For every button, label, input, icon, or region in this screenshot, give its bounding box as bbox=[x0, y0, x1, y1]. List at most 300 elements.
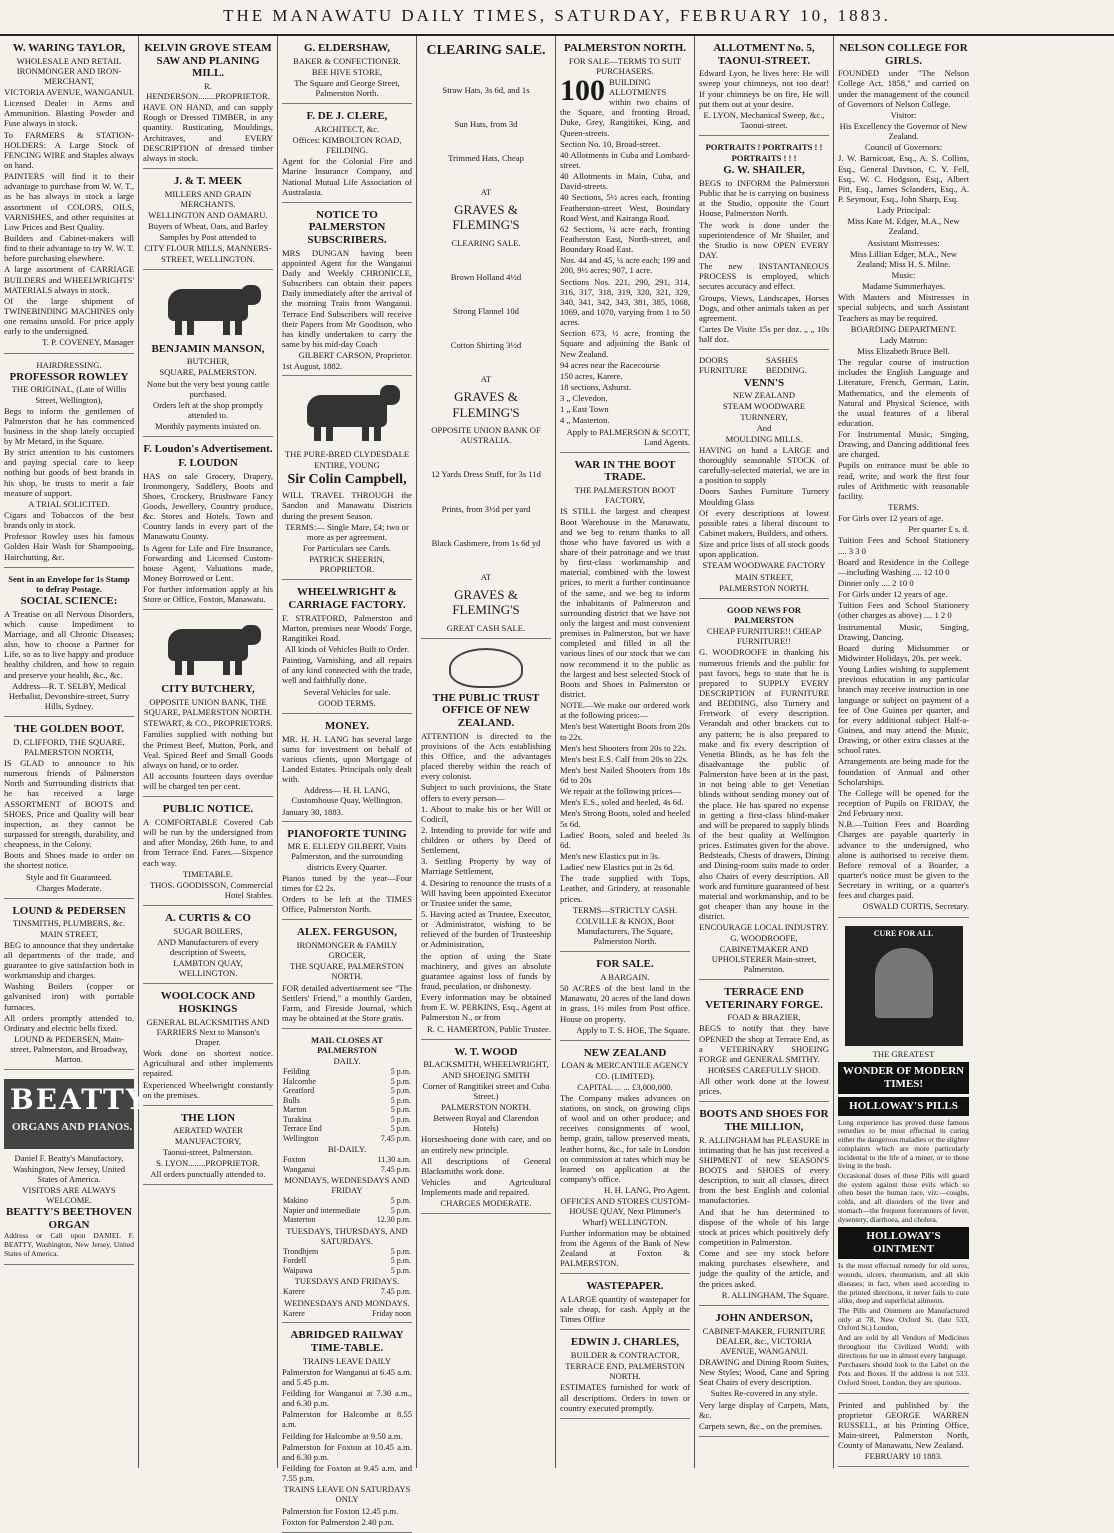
ad-address: Address—R. T. SELBY, Medical Herbalist, Devonshire-street, Surry Hills, Sydney. bbox=[8, 680, 130, 711]
ad-text: Address or Call upon DANIEL F. BEATTY, Washington, New Jersey, United States of America. bbox=[4, 1231, 134, 1258]
ad-title: CLEARING SALE. bbox=[426, 43, 546, 58]
ad-beatty bbox=[4, 1072, 148, 1264]
ad-text: Section 673, ½ acre, fronting the Square and adjoining the Bank of New Zealand. bbox=[560, 328, 690, 359]
table-cell: 5 p.m. bbox=[390, 1114, 411, 1124]
ad-text: For Girls under 12 years of age. bbox=[838, 589, 948, 600]
mail-table-daily bbox=[282, 1067, 412, 1143]
ad-text: Cigars and Tobaccos of the best brands only in stock. bbox=[4, 510, 134, 531]
ad-text: All orders punctually attended to. bbox=[150, 1169, 266, 1180]
ad-text: 40 Sections, 5½ acres each, fronting Featherston-street West, Boundary Road West, and Kairanga Road. bbox=[560, 192, 690, 223]
ad-text: Buyers of Wheat, Oats, and Barley bbox=[148, 221, 268, 232]
ad-text: Corner of Rangitikei street and Cuba Street.) bbox=[422, 1080, 550, 1101]
section-heading: HAIRDRESSING. bbox=[36, 359, 102, 370]
beatty-logo bbox=[4, 1079, 148, 1149]
ad-text: The Pills and Ointment are Manufactured only at 78, New Oxford St. (late 533, Oxford St.) London, bbox=[838, 1306, 969, 1333]
ad-title: KELVIN GROVE STEAM SAW AND PLANING MILL. bbox=[144, 42, 272, 80]
ad-text: The Square and George Street, Palmerston North. bbox=[294, 77, 400, 99]
ad-text: Straw Hats, 3s 6d, and 1s bbox=[442, 84, 530, 95]
ad-title: WASTEPAPER. bbox=[586, 1280, 664, 1293]
ad-subtitle: FOR SALE—TERMS TO SUIT PURCHASERS. bbox=[568, 55, 682, 76]
ad-subtitle: GREAT CASH SALE. bbox=[446, 622, 526, 633]
table-cell: Halcombe bbox=[283, 1076, 316, 1086]
ad-signature: THOS. GOODISSON, Commercial Hotel Stables. bbox=[149, 879, 273, 900]
ad-text: G. WOODROOFE in thanking his numerous friends and the public for past favors, begs to state that he is prepared to SUPPLY EVERY DESCRIPTION of FURNITURE and BEDDING, also Turnery and Fretwork of every description. Verandah and other brackets cut to any pattern; he is also prepared to make and fix every description of Venetia Blinds, as he has felt the disadvantage the public of Palmerston have been at in the past, in not being able to get Venetian blinds without sending money out of the place. He has spared no expense in getting a first-class blind-maker and will be prepared to supply blinds of the best quality at Wellington prices. Estimates given for the above. Bedsteads, Chests of drawers, Dining and Dining-room suits made to order also Chairs of every description. All work and furniture guaranteed of best material and workmanship, and to be got cheaper than any house in the district. bbox=[699, 647, 829, 922]
ad-venn bbox=[699, 352, 829, 599]
ad-text: 18 sections, Ashurst. bbox=[560, 382, 632, 392]
ad-label: Visitor: bbox=[890, 109, 917, 120]
ad-text: 12 Yards Dress Stuff, for 3s 11d bbox=[431, 469, 541, 480]
ad-text: Instrumental Music, Singing, Drawing, Dancing. bbox=[838, 621, 969, 642]
ad-text: Doors Sashes Furniture Turnery Moulding Glass bbox=[699, 486, 829, 507]
ad-portraits bbox=[699, 138, 829, 350]
table-cell: Trondhjem bbox=[283, 1246, 319, 1256]
ad-subtitle: BI-DAILY. bbox=[327, 1143, 367, 1154]
ad-text: Washing Boilers (copper or galvanised iron) with portable furnaces. bbox=[4, 981, 134, 1012]
ad-subtitle: STEAM WOODWARE TURNNERY, bbox=[722, 401, 806, 422]
ad-title: PIANOFORTE TUNING bbox=[287, 827, 407, 840]
ad-text: Prints, from 3½d per yard bbox=[441, 503, 531, 514]
ad-text: STEAM WOODWARE FACTORY bbox=[702, 560, 826, 571]
ad-text: For Instrumental Music, Singing, Drawing, and Dancing additional fees are charged. bbox=[838, 429, 969, 460]
ad-title: A. CURTIS & CO bbox=[165, 912, 251, 925]
ad-title: F. DE J. CLERE, bbox=[306, 110, 388, 123]
ad-text: TERMS:— Single Mare, £4; two or more as per agreement. bbox=[285, 521, 409, 542]
column-5 bbox=[556, 36, 695, 1468]
table-cell: Turakina bbox=[283, 1114, 312, 1124]
ad-text: BEE HIVE STORE, bbox=[311, 66, 383, 77]
ad-title: THE GOLDEN BOOT. bbox=[13, 723, 125, 736]
ad-text: Palmerston for Foxton at 10.45 a.m. and 6.30 p.m. bbox=[282, 1441, 412, 1462]
ad-title: MAIL CLOSES AT PALMERSTON bbox=[311, 1035, 383, 1056]
table-row bbox=[282, 1215, 412, 1224]
ad-public-trust bbox=[421, 641, 551, 1040]
ad-text: Licensed Dealer in Arms and Ammunition. Blasting Powder and Fuse always in stock. bbox=[4, 98, 134, 129]
ad-woolcock bbox=[143, 986, 273, 1105]
table-row bbox=[282, 1309, 412, 1318]
table-row bbox=[282, 1247, 412, 1256]
ad-text: ESTIMATES furnished for work of all descriptions. Orders in town or country executed promptly. bbox=[560, 1382, 690, 1413]
ad-subtitle: TIMETABLE. bbox=[182, 868, 234, 879]
ad-mail-closes bbox=[282, 1031, 412, 1323]
ad-text: Cartes De Visite 15s per doz. „ „ 10s half doz. bbox=[699, 324, 829, 345]
table-cell: 7.45 p.m. bbox=[380, 1133, 411, 1143]
imprint-date: FEBRUARY 10 1883. bbox=[864, 1451, 943, 1462]
ad-text: Offices: KIMBOLTON ROAD, FEILDING. bbox=[292, 134, 402, 156]
ad-text: J. W. Barnicoat, Esq., A. S. Collins, Esq., General Davison, C. Y. Fell, Esq., W. C. Hodgson, Esq., Albert Pitt, Esq., James Sclanders, Esq., A. P. Seymour, Esq., John Sharp, Esq. bbox=[838, 153, 969, 204]
ad-wheelwright bbox=[282, 582, 412, 714]
ad-text: Section No. 10, Broad-street. bbox=[560, 138, 661, 149]
ad-text: Work done on shortest notice. Agricultural and other implements repaired. bbox=[143, 1048, 273, 1079]
imprint bbox=[838, 1396, 969, 1468]
table-row bbox=[282, 1196, 412, 1205]
ad-text: Palmerston for Wanganui at 6.45 a.m. and 5.45 p.m. bbox=[282, 1366, 412, 1387]
table-cell: 5 p.m. bbox=[390, 1086, 411, 1096]
table-row bbox=[282, 1124, 412, 1133]
table-cell: 12.30 p.m. bbox=[376, 1215, 411, 1225]
ad-subtitle: CABINET-MAKER, FURNITURE DEALER, &c., VICTORIA AVENUE, WANGANUI. bbox=[702, 1325, 826, 1356]
ad-title: BEATTY'S BEETHOVEN ORGAN bbox=[5, 1206, 133, 1231]
ad-text: Men's best Watertight Boots from 20s to 22s. bbox=[560, 721, 690, 742]
ad-text: With Masters and Mistresses in special subjects, and such Assistant Teachers as may be required. bbox=[838, 292, 969, 323]
ad-nelson-college bbox=[838, 38, 969, 918]
ad-text: F. STRATFORD, Palmerston and Marton, premises near Woods' Forge, Rangitikei Road. bbox=[282, 612, 412, 643]
ad-charles bbox=[560, 1332, 690, 1418]
ad-text: Palmerston for Foxton 12.45 p.m. bbox=[282, 1505, 399, 1516]
ad-text: HAS on sale Grocery, Drapery, Ironmongery, Saddlery, Boots and Shoes, Crockery, Brushware Fancy Goods, Jewellery, Country produce, &c. Stores and Hotels. Town and Country lands in every part of the Manawatu County. bbox=[143, 470, 273, 542]
table-row bbox=[282, 1086, 412, 1095]
table-cell: Foxton bbox=[283, 1155, 306, 1165]
ad-text: Size and price lists of all stock goods upon application. bbox=[699, 539, 829, 560]
ad-text: For Particulars see Cards. bbox=[302, 542, 392, 553]
ad-text: Men's best Shooters from 20s to 22s. bbox=[560, 742, 687, 753]
ad-subtitle: CLEARING SALE. bbox=[451, 237, 521, 248]
ad-address: PALMERSTON NORTH. bbox=[441, 1101, 531, 1112]
ad-title: Sir Colin Campbell, bbox=[287, 471, 407, 487]
ad-text: Sections Nos. 221, 290, 291, 314, 316, 317, 318, 319, 320, 321, 329, 340, 341, 342, 343, 381, 385, 1068, 1069, and 1070, varying from 1 to 50 acres. bbox=[560, 276, 690, 328]
ad-text: The College will be opened for the reception of Pupils on FRIDAY, the 2nd February next. bbox=[838, 787, 969, 819]
ad-subtitle: WEDNESDAYS AND MONDAYS. bbox=[284, 1297, 410, 1308]
ad-title: VENN'S bbox=[743, 376, 785, 389]
ad-text: The Company makes advances on stations, on stock, on growing clips of wool and on other produce; and receives consignments of wool, hemp, grain, tallow preserved meats, leather horns, &c., for sale in London on commission at rates which may be learned on application at the company's office. bbox=[560, 1092, 690, 1184]
ad-text: Miss Kate M. Edger, M.A., New Zealand. bbox=[847, 216, 960, 237]
list-item: 1. About to make his or her Will or Codicil, bbox=[421, 803, 551, 824]
table-cell: 5 p.m. bbox=[390, 1095, 411, 1105]
ad-subtitle: CHEAP FURNITURE!! CHEAP FURNITURE!! bbox=[706, 626, 822, 647]
ad-text: A LARGE quantity of wastepaper for sale cheap, for cash. Apply at the Times Office bbox=[560, 1293, 690, 1325]
ad-text: Carpets sewn, &c., on the premises. bbox=[699, 1420, 823, 1431]
ad-text: Orders to be left at the TIMES Office, Palmerston North. bbox=[282, 894, 412, 915]
ad-label: Assistant Mistresses: bbox=[867, 237, 940, 248]
ad-signature: R. ALLINGHAM, The Square. bbox=[721, 1289, 829, 1300]
table-cell: Bulls bbox=[283, 1095, 300, 1105]
ad-text: AT bbox=[480, 374, 492, 385]
ad-text: Miss Elizabeth Bruce Bell. bbox=[857, 345, 950, 356]
ad-text: Very large display of Carpets, Mats, &c. bbox=[699, 1399, 829, 1420]
ad-subtitle: THE PURE-BRED CLYDESDALE ENTIRE, YOUNG bbox=[284, 449, 410, 470]
ad-subtitle: IRONMONGER & FAMILY GROCER, bbox=[296, 939, 398, 961]
table-cell: Feilding bbox=[283, 1067, 310, 1077]
table-cell: 5 p.m. bbox=[390, 1265, 411, 1275]
ad-text: The work is done under the superintendence of Mr Shailer, and the Studio is now OPEN EVERY DAY. bbox=[699, 219, 829, 261]
ad-text: 94 acres near the Racecourse bbox=[560, 359, 660, 370]
ad-address: Address— H. H. LANG, Customhouse Quay, Wellington. bbox=[291, 785, 403, 806]
table-row bbox=[282, 1096, 412, 1105]
table-row bbox=[282, 1115, 412, 1124]
ad-text: Men's E.S., soled and heeled, 4s 6d. bbox=[560, 797, 684, 808]
ad-label: Music: bbox=[891, 269, 916, 280]
ad-text: HAVE ON HAND, and can supply Rough or Dressed TIMBER, in any quantity. Rusticating, Mouldings, Architraves, and EVERY DESCRIPTION of dressed timber always in stock. bbox=[143, 102, 273, 163]
table-cell: 5 p.m. bbox=[390, 1105, 411, 1115]
ad-text: The trade supplied with Tops, Leather, and Grindery, at reasonable prices. bbox=[560, 873, 690, 904]
ad-store-name: GRAVES & FLEMING'S bbox=[452, 389, 520, 420]
ad-text: Tuition Fees and School Stationery .... 3 3 0 bbox=[838, 535, 969, 556]
ad-title: WHEELWRIGHT & CARRIAGE FACTORY. bbox=[288, 586, 406, 611]
ad-proprietor: S. LYON........PROPRIETOR. bbox=[156, 1157, 260, 1168]
ad-signature: H. H. LANG, Pro Agent. bbox=[604, 1185, 690, 1196]
ad-text: ATTENTION is directed to the provisions of the Acts establishing this Office, and the advantages placed thereby within the reach of every colonist. bbox=[421, 730, 551, 782]
ad-text: 62 Sections, ¼ acre each, fronting Featherston East, North-street, and Boundary Road East. bbox=[560, 223, 690, 255]
ad-title: WAR IN THE BOOT TRADE. bbox=[574, 458, 676, 484]
list-item: 2. Intending to provide for wife and children or others by Deed of Settlement, bbox=[421, 824, 551, 856]
ad-text: Men's best E.S. Calf from 20s to 22s. bbox=[560, 753, 689, 764]
table-row bbox=[282, 1256, 412, 1265]
ad-text: 4 „ Masterton. bbox=[560, 415, 610, 426]
ad-title: THE PUBLIC TRUST OFFICE OF NEW ZEALAND. bbox=[432, 691, 540, 730]
ad-text: Feilding for Halcombe at 9.50 a.m. bbox=[282, 1430, 403, 1441]
ad-text: None but the very best young cattle purchased. bbox=[146, 378, 270, 399]
table-row bbox=[282, 1077, 412, 1086]
ad-subtitle: BAKER & CONFECTIONER. bbox=[293, 55, 401, 66]
ad-text: CITY FLOUR MILLS, MANNERS-STREET, WELLINGTON. bbox=[144, 243, 272, 264]
ad-capital: CAPITAL ... ... £3,000,000. bbox=[577, 1081, 673, 1092]
ad-subtitle: THE ORIGINAL, (Late of Willis Street, Wellington), bbox=[11, 384, 127, 405]
table-row bbox=[282, 1287, 412, 1296]
ad-text: Strong Flannel 10d bbox=[453, 306, 519, 317]
table-cell: Makino bbox=[283, 1196, 308, 1206]
bull-icon bbox=[153, 279, 263, 339]
ad-address: LAMBTON QUAY, WELLINGTON. bbox=[173, 958, 243, 979]
ad-title: FOR SALE. bbox=[596, 958, 654, 971]
ad-clearing-sale bbox=[421, 38, 551, 639]
ad-holloway bbox=[838, 920, 969, 1394]
ad-text: A large assortment of CARRIAGE BUILDERS and WHEELWRIGHTS' MATERIALS always in stock. bbox=[4, 264, 134, 295]
ad-money bbox=[282, 716, 412, 822]
ad-allingham bbox=[699, 1104, 829, 1306]
ad-meek bbox=[143, 171, 273, 270]
ad-wood bbox=[421, 1042, 551, 1215]
ad-text: 40 Allotments in Main, Cuba, and David-streets. bbox=[560, 171, 690, 192]
ad-text: Foxton for Palmerston 2.40 p.m. bbox=[282, 1516, 394, 1527]
ad-subtitle: D. CLIFFORD, THE SQUARE, PALMERSTON NORTH, bbox=[13, 736, 125, 757]
ad-title: THE LION bbox=[180, 1111, 236, 1124]
ad-title: WOOLCOCK AND HOSKINGS bbox=[160, 990, 256, 1016]
table-cell: Karere bbox=[283, 1308, 305, 1318]
holloway-banner: CURE FOR ALL bbox=[873, 928, 934, 938]
ad-text: Feilding for Foxton at 9.45 a.m. and 7.55 p.m. bbox=[282, 1463, 412, 1484]
ad-title: PUBLIC NOTICE. bbox=[162, 803, 254, 816]
ad-railway bbox=[282, 1325, 412, 1533]
ad-date: 1st August, 1882. bbox=[282, 361, 343, 372]
ad-text: Per quarter £ s. d. bbox=[908, 524, 969, 535]
allotment-count: 100 bbox=[560, 73, 605, 107]
ad-eldershaw bbox=[282, 38, 412, 104]
ad-public-notice bbox=[143, 799, 273, 906]
ad-waring-taylor bbox=[4, 38, 134, 354]
ad-signature: GILBERT CARSON, Proprietor. bbox=[298, 350, 412, 361]
ad-title: NEW ZEALAND bbox=[583, 1046, 667, 1059]
ad-signature: Apply to T. S. HOE, The Square. bbox=[576, 1024, 690, 1035]
ad-address: THE SQUARE, PALMERSTON NORTH. bbox=[290, 961, 404, 982]
ad-address: Taonui-street, Palmerston. bbox=[162, 1146, 254, 1157]
list-item: 3. Settling Property by way of Marriage Settlement, bbox=[421, 856, 551, 877]
ad-text: To FARMERS & STATION-HOLDERS: A Large Stock of FENCING WIRE and Staples always on hand. bbox=[4, 129, 134, 171]
ad-title: F. LOUDON bbox=[178, 456, 238, 469]
ad-title: WONDER OF MODERN TIMES! bbox=[838, 1062, 969, 1094]
ad-title: G. ELDERSHAW, bbox=[303, 42, 391, 54]
ad-text: AT bbox=[480, 571, 492, 582]
ad-text: BEGS to notify that they have OPENED the shop at Terrace End, as a VETERINARY SHOEING FORGE and GENERAL SMITHY. bbox=[699, 1023, 829, 1064]
ad-subtitle: GENERAL BLACKSMITHS AND FARRIERS Next to Manson's Draper. bbox=[146, 1016, 270, 1047]
ad-boot-factory bbox=[560, 455, 690, 952]
ad-wastepaper bbox=[560, 1276, 690, 1330]
ad-signature: R. C. HAMERTON, Public Trustee. bbox=[427, 1023, 551, 1034]
table-cell: Masterton bbox=[283, 1215, 316, 1225]
beatty-wordmark: BEATTY bbox=[10, 1083, 148, 1117]
masthead bbox=[0, 0, 1114, 36]
ad-text: ENCOURAGE LOCAL INDUSTRY. bbox=[699, 922, 829, 933]
ad-text: All descriptions of General Blacksmiths work done. bbox=[421, 1155, 551, 1176]
table-cell: 5 p.m. bbox=[390, 1205, 411, 1215]
ad-title: TERRACE END VETERINARY FORGE. bbox=[705, 985, 823, 1011]
ad-text: Is the most effectual remedy for old sores, wounds, ulcers, rheumatism, and all skin diseases; in fact, when used according to the printed directions, it never fails to cure alike, deep and superficial ailments. bbox=[838, 1261, 969, 1306]
beatty-subtitle: ORGANS AND PIANOS. bbox=[12, 1121, 133, 1134]
ad-subtitle: MR E. ELLEDY GILBERT, Visits Palmerston, and the surrounding districts Every Quarter. bbox=[287, 841, 407, 872]
ad-subtitle: AERATED WATER MANUFACTORY, bbox=[173, 1125, 243, 1146]
table-cell: Fordell bbox=[283, 1256, 307, 1266]
ad-subtitle: THE GREATEST bbox=[872, 1048, 935, 1059]
ad-subtitle: MOULDING MILLS. bbox=[725, 433, 803, 444]
list-item: 5. Having acted as Trustee, Executor, or Administrator, wishing to be relieved of the burden of Trusteeship or Administration, bbox=[421, 909, 551, 950]
ad-subtitle: TUESDAYS AND FRIDAYS. bbox=[294, 1276, 400, 1287]
ad-title: NELSON COLLEGE FOR GIRLS. bbox=[839, 42, 968, 67]
ad-woodroofe bbox=[699, 601, 829, 980]
ad-text: Agent for the Colonial Fire and Marine Insurance Company, and National Mutual Life Association of Australasia. bbox=[282, 156, 412, 197]
ad-text: Builders and Cabinet-makers will find to their advantage to try W. W. T. before purchasing elsewhere. bbox=[4, 233, 134, 264]
table-cell: Friday noon bbox=[372, 1308, 411, 1318]
ad-text: Horseshoeing done with care, and on an entirely new principle. bbox=[421, 1134, 551, 1155]
ad-subtitle: TERMS. bbox=[888, 502, 919, 513]
ad-subtitle: A BARGAIN. bbox=[600, 971, 650, 982]
ad-signature: G. WOODROOFE, CABINETMAKER AND UPHOLSTERER Main-street, Palmerston. bbox=[711, 933, 817, 974]
ad-text: Experienced Wheelwright constantly on the premises. bbox=[143, 1079, 273, 1100]
ad-text: Ladies' new Elastics put in 2s 6d. bbox=[560, 862, 675, 873]
ad-text: For Girls over 12 years of age. bbox=[838, 513, 944, 524]
ad-text: His Excellency the Governor of New Zealand. bbox=[839, 120, 968, 142]
table-cell: 5 p.m. bbox=[390, 1067, 411, 1077]
table-cell: Karere bbox=[283, 1287, 305, 1297]
ad-text: All other work done at the lowest prices. bbox=[699, 1076, 829, 1097]
ad-text: HORSES CAREFULLY SHOD. bbox=[707, 1064, 821, 1075]
ad-proprietor: STEWART, & CO., PROPRIETORS. bbox=[143, 718, 273, 729]
ad-subtitle: ARCHITECT, &c. bbox=[314, 123, 380, 134]
ad-title: JOHN ANDERSON, bbox=[715, 1311, 813, 1324]
ad-text: Style and fit Guaranteed. bbox=[26, 871, 112, 882]
ad-text: 150 acres, Karere. bbox=[560, 370, 623, 381]
table-cell: Greatford bbox=[283, 1086, 315, 1096]
ad-text: We repair at the following prices— bbox=[560, 786, 682, 797]
mail-table-tf bbox=[282, 1287, 412, 1296]
ad-text: AND Manufacturers of every description of Sweets, bbox=[157, 936, 259, 957]
ad-subtitle: MONDAYS, WEDNESDAYS AND FRIDAY bbox=[284, 1175, 410, 1196]
ad-title: CITY BUTCHERY, bbox=[161, 683, 255, 696]
holloway-illustration bbox=[845, 926, 963, 1046]
ad-text: And bbox=[756, 422, 772, 433]
ad-signature: T. P. COVENEY, Manager bbox=[42, 337, 134, 348]
ad-text: TERMS—STRICTLY CASH. bbox=[572, 904, 678, 915]
ad-text: GOOD TERMS. bbox=[318, 697, 376, 708]
ad-text: NOTE.—We make our ordered work at the following prices:— bbox=[560, 700, 690, 721]
ad-text: And that he has determined to dispose of the whole of his large stock at prices which positively defy competition in Palmerston. bbox=[699, 1206, 829, 1248]
ad-text: Come and see my stock before making purchases elsewhere, and judge the quality of the article, and the prices asked. bbox=[699, 1248, 829, 1289]
ad-text: Subject to such provisions, the State offers to every person— bbox=[421, 782, 551, 803]
ad-text: Dinner only .... 2 10 0 bbox=[838, 578, 914, 589]
ad-nz-loan bbox=[560, 1043, 690, 1274]
ad-subtitle: TRAINS LEAVE DAILY bbox=[302, 1355, 392, 1366]
ad-subtitle: BOARDING DEPARTMENT. bbox=[850, 323, 957, 334]
ad-text: Arrangements are being made for the foundation of Annual and other Scholarships. bbox=[838, 756, 969, 787]
table-cell: Terrace End bbox=[283, 1124, 322, 1134]
ad-text: FOR detailed advertisement see "The Settlers' Friend," a monthly Garden, Farm, and Fireside Journal, which may be obtained at the Store gratis. bbox=[282, 982, 412, 1023]
table-cell: 5 p.m. bbox=[390, 1076, 411, 1086]
ad-address: TERRACE END, PALMERSTON NORTH. bbox=[565, 1361, 685, 1382]
ad-title: W. T. WOOD bbox=[454, 1045, 518, 1058]
ad-text: Pupils on entrance must be able to read, write, and work the first four rules of Arithmetic with reasonable facility. bbox=[838, 460, 969, 501]
column-4 bbox=[417, 36, 556, 1468]
ad-text: Charges Moderate. bbox=[36, 882, 102, 893]
mail-table-tts bbox=[282, 1247, 412, 1275]
ad-title: PROFESSOR ROWLEY bbox=[9, 370, 129, 383]
ad-address: VICTORIA AVENUE, WANGANUI. bbox=[4, 87, 134, 98]
imprint-text: Printed and published by the proprietor GEORGE WARREN RUSSELL, at his Printing Office, Main-street, Palmerston North, County of Manawatu, New Zealand. bbox=[838, 1399, 969, 1451]
ad-address: LOUND & PEDERSEN, Main-street, Palmerston, and Broadway, Marton. bbox=[10, 1034, 128, 1065]
mail-table-wm bbox=[282, 1309, 412, 1318]
royal-crest-icon bbox=[449, 648, 523, 688]
ad-subtitle: FOAD & BRAZIER, bbox=[727, 1012, 801, 1023]
ad-title: LOUND & PEDERSEN bbox=[12, 904, 126, 917]
ad-subtitle: BUTCHER, bbox=[186, 356, 230, 367]
table-cell: 5 p.m. bbox=[390, 1256, 411, 1266]
ad-text: Of every descriptions at lowest possible rates a liberal discount to Cabinet makers, Builders, and others. bbox=[699, 507, 829, 539]
ad-title: MONEY. bbox=[325, 719, 369, 732]
table-row bbox=[282, 1155, 412, 1164]
ad-address: OFFICES AND STORES CUSTOM-HOUSE QUAY, Next Plimmer's Wharf) WELLINGTON. bbox=[560, 1196, 690, 1227]
table-cell: Waipawa bbox=[283, 1265, 313, 1275]
ad-title: PORTRAITS ! ! ! bbox=[731, 153, 797, 164]
ad-text: Sent in an Envelope for 1s Stamp to defray Postage. bbox=[8, 573, 130, 594]
ad-text: By strict attention to his customers and paying special care to keep nothing but goods of best brands in his shop, he trusts to merit a fair measure of support. bbox=[4, 447, 134, 498]
ad-city-butchery bbox=[143, 612, 273, 797]
ad-text: HAVING on hand a LARGE and thoroughly seasonable STOCK of carefully-selected material, we are in a position to supply bbox=[699, 444, 829, 486]
ad-text: Boots and Shoes made to order on the shortest notice. bbox=[4, 850, 134, 871]
ad-veterinary-forge bbox=[699, 982, 829, 1102]
mail-table-mwf bbox=[282, 1196, 412, 1224]
ad-text: Trimmed Hats, Cheap bbox=[448, 152, 524, 163]
ad-title: HOLLOWAY'S OINTMENT bbox=[838, 1227, 969, 1259]
ad-allotment bbox=[699, 38, 829, 136]
ad-text: Miss Lillian Edger, M.A., New Zealand; Miss H. S. Milne. bbox=[849, 248, 958, 269]
ad-text: IS GLAD to announce to his numerous friends of Palmerston North and Surrounding districts that he has received a large ASSORTMENT of BOOTS and SHOES, Price and Quality will bear inspection, as they cannot be surpassed for strength, durability, and cheapness, in the Colony. bbox=[4, 758, 134, 850]
ad-title: GOOD NEWS FOR PALMERSTON bbox=[726, 604, 801, 626]
ad-text: Occasional doses of these Pills will guard the system against those evils which so often beset the human race, viz:—coughs, colds, and all disorders of the liver and stomach—the frequent forerunners of fever, dysentery, diarrhoea, and cholera. bbox=[838, 1170, 969, 1224]
ad-text: Young Ladies wishing to supplement previous education in any particular branch may receive instruction in one language or subject on payment of a fee of One Guinea per quarter, and for every additional subject Half-a-Guinea, and may attend the Music, Drawing, or other extra classes at the school rates. bbox=[838, 664, 969, 756]
ad-subtitle: MILLERS AND GRAIN MERCHANTS. bbox=[164, 188, 252, 209]
ad-text: Samples by Post attended to bbox=[159, 232, 257, 243]
ad-text: SASHES BEDDING. bbox=[765, 355, 807, 376]
ad-text: Sun Hats, from 3d bbox=[454, 118, 518, 129]
ad-signature: OSWALD CURTIS, Secretary. bbox=[862, 901, 969, 912]
ad-text: A COMFORTABLE Covered Cab will be run by the undersigned from and after Monday, 26th June, to and from Terrace End. Fares.—Sixpence each way. bbox=[143, 816, 273, 868]
ad-text: IS STILL the largest and cheapest Boot Warehouse in the Manawatu, and we beg to return thanks to all those who have favored us with a share of their patronage and we trust by first-class workmanship and material, combined with the lowest prices, to merit a further continuance of the same, and we beg to inform the inhabitants of Palmerston and surrounding district that we have not only the largest and most convenient premises in Palmerston, but we have completed and filled in all the various lines of our stock that we can now recommend it to the public as the largest and best selected Stock of Boots and Shoes in Palmerston or district. bbox=[560, 506, 690, 699]
ad-text: Families supplied with nothing but the Primest Beef, Mutton, Pork, and Veal. Spiced Beef and Small Goods always on hand, or to order. bbox=[143, 729, 273, 770]
ad-text: Madame Summerhayes. bbox=[861, 281, 946, 292]
ad-date: January 30, 1883. bbox=[282, 806, 344, 817]
ad-for-sale bbox=[560, 954, 690, 1040]
ad-manson bbox=[143, 272, 273, 438]
ad-colin-campbell bbox=[282, 378, 412, 580]
ad-text: BEGS to INFORM the Palmerston Public that he is carrying on business at the Studio, opposite the Court House, Palmerston North. bbox=[699, 178, 829, 219]
table-cell: 11.30 a.m. bbox=[377, 1155, 411, 1165]
table-row bbox=[282, 1266, 412, 1275]
